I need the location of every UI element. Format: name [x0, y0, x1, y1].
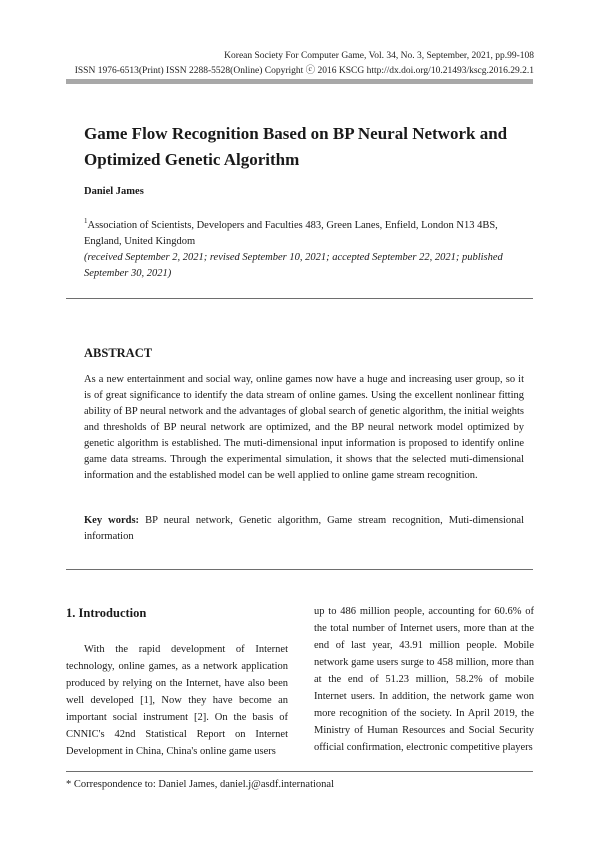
affiliation-mark: 1: [84, 217, 88, 225]
footnote-divider: [66, 771, 533, 772]
keywords: [84, 513, 524, 545]
affiliation-text: Association of Scientists, Developers and Faculties 483, Green Lanes, Enfield, London N13 4BS, England, United Kingdom: [84, 220, 498, 247]
issn-copyright-line: ISSN 1976-6513(Print) ISSN 2288-5528(Online) Copyright ⓒ 2016 KSCG http://dx.doi.org/10.21493/kscg.2016.29.2.1: [74, 66, 534, 76]
abstract-heading: ABSTRACT: [84, 346, 153, 360]
intro-left-column: With the rapid development of Internet technology, online games, as a network application produced by relying on the Internet, have also been well developed [1], Now they have become an important social instrument [2]. On the basis of CNNIC's 42nd Statistical Report on Internet Development in China, China's online game users: [66, 644, 288, 757]
section-divider-top: [66, 298, 533, 299]
keywords-label: Key words:: [84, 515, 140, 526]
paper-title: Game Flow Recognition Based on BP Neural Network and Optimized Genetic Algorithm: [84, 124, 508, 169]
section-divider-bottom: [66, 569, 533, 570]
introduction-heading: 1. Introduction: [66, 606, 147, 620]
correspondence-footnote: * Correspondence to: Daniel James, daniel.j@asdf.international: [66, 779, 335, 790]
journal-info-line: Korean Society For Computer Game, Vol. 34, No. 3, September, 2021, pp.99-108: [224, 51, 534, 61]
author-affiliation: [84, 218, 534, 250]
author-name: Daniel James: [84, 186, 144, 197]
header-bar-divider: [66, 79, 533, 84]
abstract-text: As a new entertainment and social way, online games now have a huge and increasing user group, so it is of great significance to identify the data stream of online games. Using the excellent nonlinear fitting ability of BP neural network and the advantages of global search of genetic algorithm, the initial weights and thresholds of BP neural network are optimized, and the BP neural network model optimized by genetic algorithm is established. The muti-dimensional input information is proposed to identify online game data streams. Through the experimental simulation, it shows that the selected muti-dimensional information and the established model can be well applied to online game stream recognition.: [84, 374, 524, 481]
intro-right-column: up to 486 million people, accounting for 60.6% of the total number of Internet users, more than at the end of last year, 43.91 million people. Mobile network game users surge to 458 million, more than at the end of 51.23 million, 58.2% of mobile Internet users. In addition, the network game won more recognition of the society. In April 2019, the Ministry of Human Resources and Social Security official confirmation, electronic competitive players: [314, 606, 534, 753]
submission-dates: (received September 2, 2021; revised September 10, 2021; accepted September 22, 2021; published September 30, 2021): [84, 252, 503, 279]
keywords-text: BP neural network, Genetic algorithm, Game stream recognition, Muti-dimensional information: [84, 515, 524, 542]
